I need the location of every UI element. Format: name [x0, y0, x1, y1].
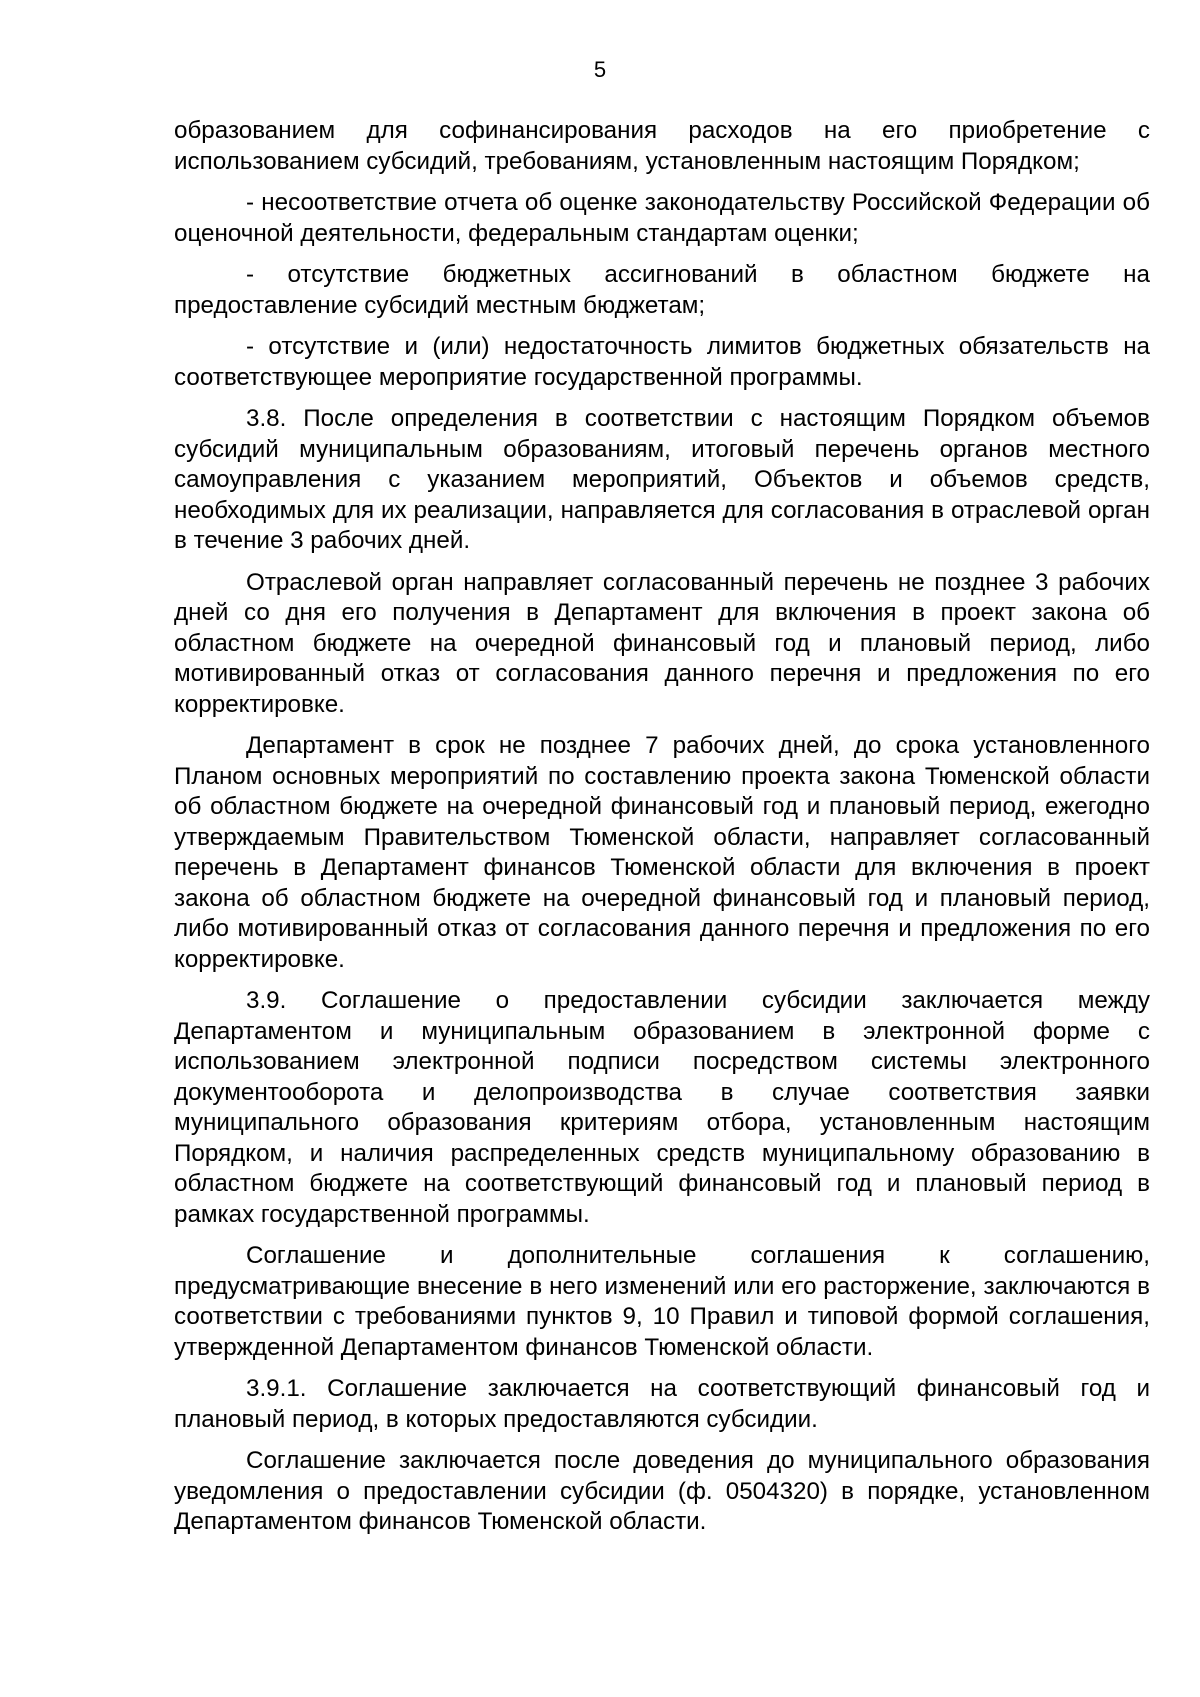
paragraph-section-3-9-1: 3.9.1. Соглашение заключается на соответствующий финансовый год и плановый период, в которых предоставляются субсидии.: [174, 1375, 1150, 1433]
paragraph-no-budget-allocations: - отсутствие бюджетных ассигнований в областном бюджете на предоставление субсидий местным бюджетам;: [174, 261, 1150, 319]
paragraph-criteria-continuation: образованием для софинансирования расходов на его приобретение с использованием субсидий, требованиям, установленным настоящим Порядком;: [174, 117, 1150, 175]
page-number: 5: [593, 57, 607, 82]
paragraph-section-3-9: 3.9. Соглашение о предоставлении субсидии заключается между Департаментом и муниципальным образованием в электронной форме с использованием электронной подписи посредством системы электронного документооборота и делопроизводства в случае соответствия заявки муниципального образования критериям отбора, установленным настоящим Порядком, и наличия распределенных средств муниципальному образованию в областном бюджете на соответствующий финансовый год и плановый период в рамках государственной программы.: [174, 987, 1150, 1228]
document-body: [174, 116, 1150, 1549]
paragraph-section-3-8: 3.8. После определения в соответствии с настоящим Порядком объемов субсидий муниципальным образованиям, итоговый перечень органов местного самоуправления с указанием мероприятий, Объектов и объемов средств, необходимых для их реализации, направляется для согласования в отраслевой орган в течение 3 рабочих дней.: [174, 405, 1150, 554]
paragraph-additional-agreements: Соглашение и дополнительные соглашения к соглашению, предусматривающие внесение в него изменений или его расторжение, заключаются в соответствии с требованиями пунктов 9, 10 Правил и типовой формой соглашения, утвержденной Департаментом финансов Тюменской области.: [174, 1242, 1150, 1361]
paragraph-insufficient-limits: - отсутствие и (или) недостаточность лимитов бюджетных обязательств на соответствующее мероприятие государственной программы.: [174, 333, 1150, 391]
paragraph-valuation-report: - несоответствие отчета об оценке законодательству Российской Федерации об оценочной деятельности, федеральным стандартам оценки;: [174, 189, 1150, 247]
paragraph-sector-agency: Отраслевой орган направляет согласованный перечень не позднее 3 рабочих дней со дня его получения в Департамент для включения в проект закона об областном бюджете на очередной финансовый год и плановый период, либо мотивированный отказ от согласования данного перечня и предложения по его корректировке.: [174, 568, 1150, 718]
paragraph-department-deadline: Департамент в срок не позднее 7 рабочих дней, до срока установленного Планом основных мероприятий по составлению проекта закона Тюменской области об областном бюджете на очередной финансовый год и плановый период, ежегодно утверждаемым Правительством Тюменской области, направляет согласованный перечень в Департамент финансов Тюменской области для включения в проект закона об областном бюджете на очередной финансовый год и плановый период, либо мотивированный отказ от согласования данного перечня и предложения по его корректировке.: [174, 732, 1150, 973]
paragraph-notification: Соглашение заключается после доведения до муниципального образования уведомления о предоставлении субсидии (ф. 0504320) в порядке, установленном Департаментом финансов Тюменской области.: [174, 1447, 1150, 1535]
